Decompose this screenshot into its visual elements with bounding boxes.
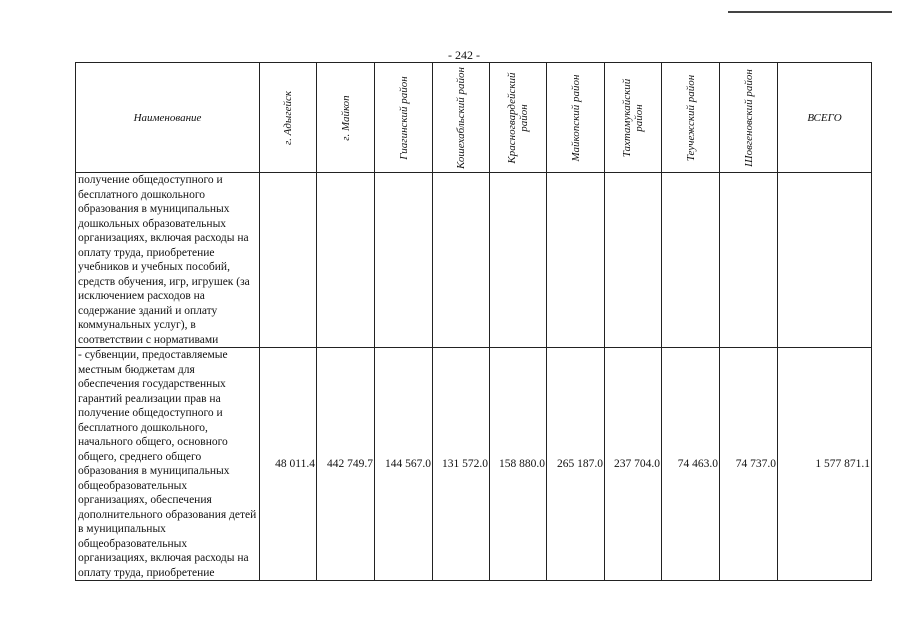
row-value	[375, 173, 433, 348]
row-value	[317, 173, 375, 348]
header-row	[76, 63, 872, 173]
row-value: 74 463.0	[662, 348, 720, 581]
header-district: Майкопский район	[547, 63, 605, 173]
row-value: 48 011.4	[260, 348, 317, 581]
row-value	[547, 173, 605, 348]
header-district: г. Майкоп	[317, 63, 375, 173]
row-value: 74 737.0	[720, 348, 778, 581]
header-district: Теучежский район	[662, 63, 720, 173]
header-rule	[728, 11, 892, 13]
row-value: 158 880.0	[490, 348, 547, 581]
header-district: Шовгеновский район	[720, 63, 778, 173]
row-name: - субвенции, предоставляемые местным бюджетам для обеспечения государственных гарантий реализации прав на получение общедоступного и бесплатного дошкольного, начального общего, основного общего, среднего общего образования в муниципальных общеобразовательных организациях, обеспечения дополнительного образования детей в муниципальных общеобразовательных организациях, включая расходы на оплату труда, приобретение	[76, 348, 260, 581]
header-district: Гиагинский район	[375, 63, 433, 173]
row-value: 237 704.0	[605, 348, 662, 581]
row-value: 144 567.0	[375, 348, 433, 581]
row-value	[433, 173, 490, 348]
page-number: - 242 -	[448, 48, 480, 62]
table-row	[76, 348, 872, 581]
row-total: 1 577 871.1	[778, 348, 872, 581]
row-value	[662, 173, 720, 348]
row-name: получение общедоступного и бесплатного дошкольного образования в муниципальных дошкольных образовательных организациях, включая расходы на оплату труда, приобретение учебников и учебных пособий, средств обучения, игр, игрушек (за исключением расходов на содержание зданий и оплату коммунальных услуг), в соответствии с нормативами	[76, 173, 260, 348]
header-district: Кошехабльский район	[433, 63, 490, 173]
row-value: 442 749.7	[317, 348, 375, 581]
row-value	[605, 173, 662, 348]
row-value: 131 572.0	[433, 348, 490, 581]
header-district: г. Адыгейск	[260, 63, 317, 173]
header-total: ВСЕГО	[778, 63, 872, 173]
row-value	[260, 173, 317, 348]
row-total	[778, 173, 872, 348]
header-name: Наименование	[76, 63, 260, 173]
row-value	[720, 173, 778, 348]
header-district: Красногвардейский район	[490, 63, 547, 173]
budget-table	[75, 62, 872, 581]
row-value: 265 187.0	[547, 348, 605, 581]
table-row	[76, 173, 872, 348]
header-district: Тахтамукайский район	[605, 63, 662, 173]
row-value	[490, 173, 547, 348]
